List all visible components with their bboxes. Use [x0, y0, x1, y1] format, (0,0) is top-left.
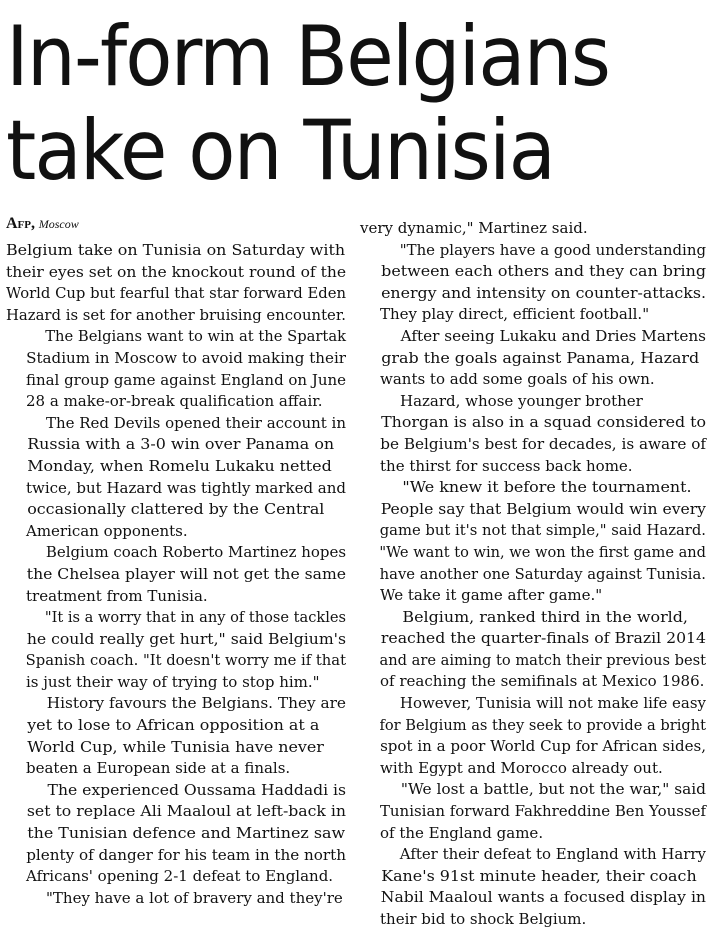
article-paragraph [360, 844, 706, 930]
article-column-left [6, 240, 346, 909]
article-line: their eyes set on the knockout round of the [6, 262, 347, 281]
article-paragraph [360, 607, 706, 693]
article-line: plenty of danger for his team in the north [26, 845, 347, 864]
article-line: "We lost a battle, but not the war," said [400, 780, 706, 799]
article-line: They play direct, efficient football." [380, 305, 650, 324]
article-paragraph [6, 780, 346, 888]
article-paragraph [360, 240, 706, 326]
article-line: is just their way of trying to stop him." [26, 672, 320, 691]
article-line: grab the goals against Panama, Hazard [381, 348, 700, 367]
article-paragraph [6, 607, 346, 693]
article-line: he could really get hurt," said Belgium's [26, 629, 347, 648]
article-line: yet to lose to African opposition at a [27, 716, 320, 735]
article-line: between each others and they can bring [381, 262, 707, 281]
article-line: their bid to shock Belgium. [380, 910, 587, 928]
article-line: Stadium in Moscow to avoid making their [26, 348, 347, 367]
article-line: Hazard, whose younger brother [400, 391, 643, 410]
article-line: beaten a European side at a finals. [26, 759, 291, 778]
article-line: Russia with a 3-0 win over Panama on [27, 435, 335, 454]
article-paragraph [360, 326, 706, 391]
article-line: of the England game. [380, 823, 544, 842]
article-line: However, Tunisia will not make life easy [399, 694, 706, 713]
article-line: Africans' opening 2-1 defeat to England. [26, 867, 334, 886]
byline [6, 214, 79, 234]
article-line: the Chelsea player will not get the same [26, 564, 347, 583]
article-line: The experienced Oussama Haddadi is [47, 780, 347, 799]
article-line: 28 a make-or-break qualification affair. [26, 392, 323, 411]
article-line: Belgium, ranked third in the world, [402, 607, 688, 626]
article-paragraph [360, 218, 706, 240]
article-line: very dynamic," Martinez said. [360, 219, 588, 237]
byline-agency: Afp, [6, 215, 35, 232]
article-line: "They have a lot of bravery and they're [46, 888, 343, 907]
article-line: final group game against England on June [25, 370, 347, 389]
article-paragraph [6, 413, 346, 543]
article-line: The Belgians want to win at the Spartak [45, 327, 347, 346]
article-line: spot in a poor World Cup for African sides, [380, 737, 707, 756]
article-line: After their defeat to England with Harry [399, 845, 706, 864]
article-line: "We knew it before the tournament. [402, 478, 692, 497]
article-line: "It is a worry that in any of those tackles [44, 608, 347, 627]
article-line: and are aiming to match their previous best [379, 650, 706, 669]
article-line: twice, but Hazard was tightly marked and [25, 478, 346, 497]
article-line: History favours the Belgians. They are [46, 694, 346, 713]
headline [6, 10, 657, 198]
article-line: Spanish coach. "It doesn't worry me if that [25, 651, 347, 670]
article-line: The Red Devils opened their account in [45, 413, 346, 432]
article-paragraph [360, 693, 706, 779]
article-line: occasionally clattered by the Central [27, 500, 325, 519]
article-line: "We want to win, we won the first game and [379, 542, 707, 561]
article-line: World Cup, while Tunisia have never [27, 737, 324, 756]
article-line: for Belgium as they seek to provide a bright [379, 715, 706, 734]
article-line: American opponents. [26, 521, 188, 540]
article-line: energy and intensity on counter-attacks. [381, 283, 706, 302]
article-line: Tunisian forward Fakhreddine Ben Youssef [379, 802, 707, 821]
article-line: Monday, when Romelu Lukaku netted [27, 456, 332, 475]
article-line: be Belgium's best for decades, is aware of [380, 434, 707, 453]
article-paragraph [360, 779, 706, 844]
article-line: with Egypt and Morocco already out. [380, 758, 663, 777]
article-paragraph [6, 693, 346, 779]
article-line: People say that Belgium would win every [380, 499, 707, 518]
article-paragraph [6, 888, 346, 910]
article-line: World Cup but fearful that star forward Eden [6, 284, 346, 303]
article-line: Kane's 91st minute header, their coach [381, 866, 697, 885]
article-paragraph [360, 477, 706, 607]
article-line: reached the quarter-finals of Brazil 2014 [380, 629, 707, 648]
article-line: "The players have a good understanding [399, 240, 706, 259]
article-line: Hazard is set for another bruising encounter. [6, 305, 346, 324]
article-paragraph [6, 240, 346, 326]
article-paragraph [6, 542, 346, 607]
article-line: treatment from Tunisia. [26, 586, 208, 605]
article-line: have another one Saturday against Tunisia. [379, 564, 707, 583]
article-line: After seeing Lukaku and Dries Martens [400, 326, 706, 345]
article-column-right [360, 218, 706, 931]
article-line: Belgium coach Roberto Martinez hopes [45, 543, 347, 562]
byline-location: Moscow [38, 217, 79, 231]
headline-line: In-form Belgians [6, 8, 610, 105]
article-line: Belgium take on Tunisia on Saturday with [6, 241, 346, 259]
article-line: Nabil Maaloul wants a focused display in [380, 888, 706, 907]
article-line: the thirst for success back home. [380, 456, 633, 475]
article-line: Thorgan is also in a squad considered to [381, 413, 707, 432]
article-line: We take it game after game." [380, 586, 603, 605]
article-paragraph [360, 391, 706, 477]
article-line: the Tunisian defence and Martinez saw [27, 824, 346, 843]
article-line: of reaching the semifinals at Mexico 1986. [380, 672, 705, 691]
headline-line: take on Tunisia [6, 102, 555, 199]
article-line: wants to add some goals of his own. [380, 370, 655, 389]
article-line: set to replace Ali Maaloul at left-back in [26, 802, 347, 821]
article-paragraph [6, 326, 346, 412]
article-line: game but it's not that simple," said Hazard. [379, 521, 707, 540]
